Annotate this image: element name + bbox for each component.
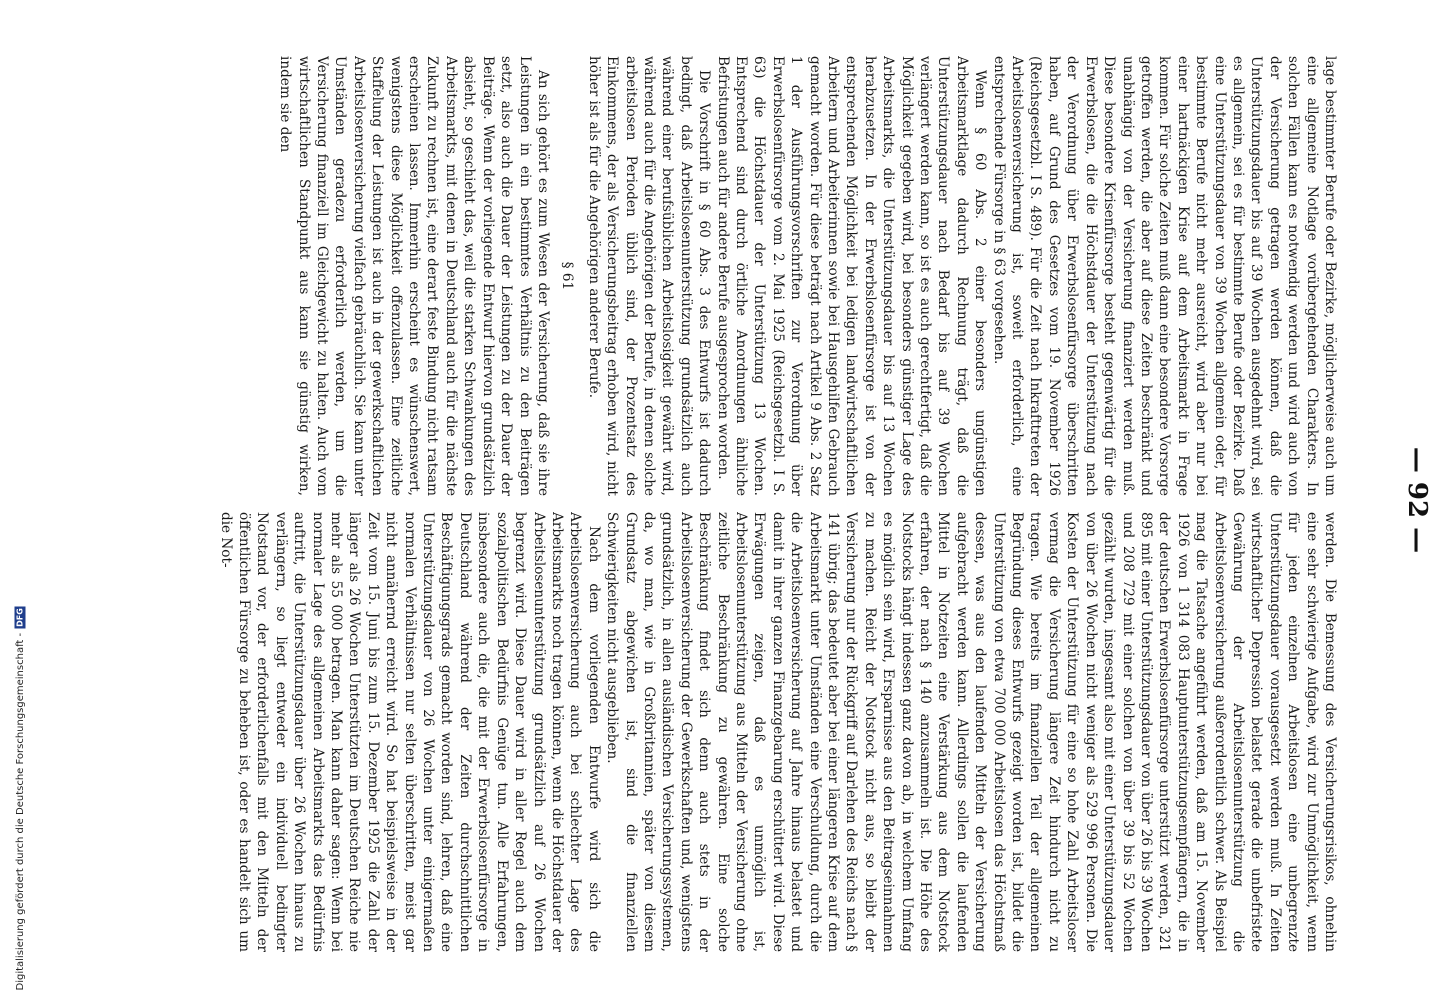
page-number: — 92 — bbox=[1402, 446, 1432, 554]
paragraph: lage bestimmter Berufe oder Bezirke, möglicherweise auch um eine allgemeine Notlage vorübergehenden Charakters. In solchen Fällen kann es notwendig werden und wird auch von der Versicherung getragen werden können, daß die Unterstützungsdauer bis auf 39 Wochen ausgedehnt wird, sei es allgemein, sei es für bestimmte Berufe oder Bezirke. Daß eine Unterstützungsdauer von 39 Wochen allgemein oder, für bestimmte Berufe nicht mehr ausreicht, wird aber nur bei einer hartnäckigen Krise auf dem Arbeitsmarkt in Frage kommen. Für solche Zeiten muß dann eine besondere Vorsorge getroffen werden, die aber auf diese Zeiten beschränkt und unabhängig von der Versicherung finanziert werden muß. Diese besondere Krisenfürsorge besteht gegenwärtig für die Erwerbslosen, die die Höchstdauer der Unterstützung nach der Verordnung über Erwerbslosenfürsorge überschritten haben, auf Grund des Gesetzes vom 19. November 1926 (Reichsgesetzbl. I S. 489). Für die Zeit nach Inkrafttreten der Arbeitslosenversicherung ist, soweit erforderlich, eine entsprechende Fürsorge in § 63 vorgesehen. bbox=[990, 56, 1338, 496]
footer bbox=[6, 0, 28, 990]
paragraph: werden. Die Bemessung des Versicherungsrisikos, ohnehin eine sehr schwierige Aufgabe, wird zur Unmöglichkeit, wenn für jeden einzelnen Arbeitslosen eine unbegrenzte Unterstützungsdauer vorausgesetzt werden muß. In Zeiten wirtschaftlicher Depression belastet gerade die unbefristete Gewährung der Arbeitslosenunterstützung die Arbeitslosenversicherung außerordentlich schwer. Als Beispiel mag die Tatsache angeführt werden, daß am 15. November 1926 von 1 314 083 Hauptunterstützungsempfängern, die in der deutschen Erwerbslosenfürsorge unterstützt werden, 321 895 mit einer Unterstützungsdauer von über 26 bis 39 Wochen und 208 729 mit einer solchen von über 39 bis 52 Wochen gezählt wurden, insgesamt also mit einer Unterstützungsdauer von über 26 Wochen nicht weniger als 529 996 Personen. Die Kosten der Unterstützung für eine so hohe Zahl Arbeitsloser vermag die Versicherung längere Zeit hindurch nicht zu tragen. Wie bereits im finanziellen Teil der allgemeinen Begründung dieses Entwurfs gezeigt worden ist, bildet die Unterstützung von etwa 700 000 Arbeitslosen das Höchstmaß dessen, was aus den laufenden Mitteln der Versicherung aufgebracht werden kann. Allerdings sollen die laufenden Mittel in Notzeiten eine Verstärkung aus dem Notstock erfahren, der nach § 140 anzusammeln ist. Die Höhe des Notstocks hängt indessen ganz davon ab, in welchem Umfang es möglich sein wird, Ersparnisse aus den Beitragseinnahmen zu machen. Reicht der Notstock nicht aus, so bleibt der Versicherung nur der Rückgriff auf Darlehen des Reichs nach § 141 übrig; das bedeutet aber bei einer längeren Krise auf dem Arbeitsmarkt unter Umständen eine Verschuldung, durch die die Arbeitslosenversicherung auf Jahre hinaus belastet und damit in ihrer ganzen Finanzgebarung erschüttert wird. Diese Erwägungen zeigen, daß es unmöglich ist, Arbeitslosenunterstützung aus Mitteln der Versicherung ohne zeitliche Beschränkung zu gewähren. Eine solche Beschränkung findet sich denn auch stets in der Arbeitslosenversicherung der Gewerkschaften und, wenigstens grundsätzlich, in allen ausländischen Versicherungssystemen, da, wo man, wie in Großbritannien, später von diesem Grundsatz abgewichen ist, sind die finanziellen Schwierigkeiten nicht ausgeblieben. bbox=[604, 512, 1338, 952]
paragraph: Wenn § 60 Abs. 2 einer besonders ungünstigen Arbeitsmarktlage dadurch Rechnung trägt, daß die Unterstützungsdauer nach Bedarf bis auf 39 Wochen verlängert werden kann, so ist es auch gerechtfertigt, daß die Möglichkeit gegeben wird, bei besonders günstiger Lage des Arbeitsmarkts, die Unterstützungsdauer bis auf 13 Wochen herabzusetzen. In der Erwerbslosenfürsorge ist von der entsprechenden Möglichkeit bei ledigen landwirtschaftlichen Arbeitern und Arbeiterinnen sowie bei Hausgehilfen Gebrauch gemacht worden. Für diese beträgt nach Artikel 9 Abs. 2 Satz 1 der Ausführungsvorschriften zur Verordnung über Erwerbslosenfürsorge vom 2. Mai 1925 (Reichsgesetzbl. I S. 63) die Höchstdauer der Unterstützung 13 Wochen. Entsprechend sind durch örtliche Anordnungen ähnliche Befristungen auch für andere Berufe ausgesprochen worden. bbox=[714, 56, 989, 496]
left-column bbox=[134, 56, 1339, 496]
dfg-logo: DFG bbox=[15, 607, 25, 627]
right-column bbox=[134, 512, 1339, 952]
paragraph: An sich gehört es zum Wesen der Versicherung, daß sie ihre Leistungen in ein bestimmtes Verhältnis zu den Beiträgen setzt, also auch die Dauer der Leistungen zu der Dauer der Beiträge. Wenn der vorliegende Entwurf hiervon grundsätzlich absieht, so geschieht das, weil die starken Schwankungen des Arbeitsmarkts, mit denen in Deutschland auch für die nächste Zukunft zu rechnen ist, eine derart feste Bindung nicht ratsam erscheinen lassen. Immerhin erscheint es wünschenswert, wenigstens diese Möglichkeit offenzulassen. Eine zeitliche Staffelung der Leistungen ist auch in der gewerkschaftlichen Arbeitslosenversicherung vielfach gebräuchlich. Sie kann unter Umständen geradezu erforderlich werden, um die Versicherung finanziell im Gleichgewicht zu halten. Auch vom wirtschaftlichen Standpunkt aus kann sie günstig wirken, indem sie den bbox=[277, 56, 551, 496]
paragraph: Die Vorschrift in § 60 Abs. 3 des Entwurfs ist dadurch bedingt, daß Arbeitslosenunterstützung grundsätzlich auch während einer berufsüblichen Arbeitslosigkeit gewährt wird, während auch für die Angehörigen der Berufe, in denen solche arbeitslosen Perioden üblich sind, der Prozentsatz des Einkommens, der als Versicherungsbeitrag erhoben wird, nicht höher ist als für die Angehörigen anderer Berufe. bbox=[585, 56, 713, 496]
footer-text: Digitalisierung gefördert durch die Deutsche Forschungsgemeinschaft - bbox=[15, 632, 26, 990]
section-heading: § 61 bbox=[559, 261, 576, 291]
footer-credit bbox=[15, 606, 27, 990]
paragraph: Nach dem vorliegenden Entwurfe wird sich die Arbeitslosenversicherung auch bei schlechter Lage des Arbeitsmarkts noch tragen können, wenn die Höchstdauer der Arbeitslosenunterstützung grundsätzlich auf 26 Wochen begrenzt wird. Diese Dauer wird in aller Regel auch dem sozialpolitischen Bedürfnis Genüge tun. Alle Erfahrungen, insbesondere auch die, die mit der Erwerbslosenfürsorge in Deutschland während der Zeiten durchschnittlichen Beschäftigungsgrads gemacht worden sind, lehren, daß eine Unterstützungsdauer von 26 Wochen unter einigermaßen normalen Verhältnissen nur selten überschritten, meist gar nicht annähernd erreicht wird. So hat beispielsweise in der Zeit vom 15. Juni bis zum 15. Dezember 1925 die Zahl der länger als 26 Wochen Unterstützten im Deutschen Reiche nie mehr als 55 000 betragen. Man kann daher sagen: Wenn bei normaler Lage des allgemeinen Arbeitsmarkts das Bedürfnis auftritt, die Unterstützungsdauer über 26 Wochen hinaus zu verlängern, so liegt entweder ein individuell bedingter Notstand vor, der erforderlichenfalls mit den Mitteln der öffentlichen Fürsorge zu beheben ist, oder es handelt sich um die Not- bbox=[217, 512, 602, 952]
